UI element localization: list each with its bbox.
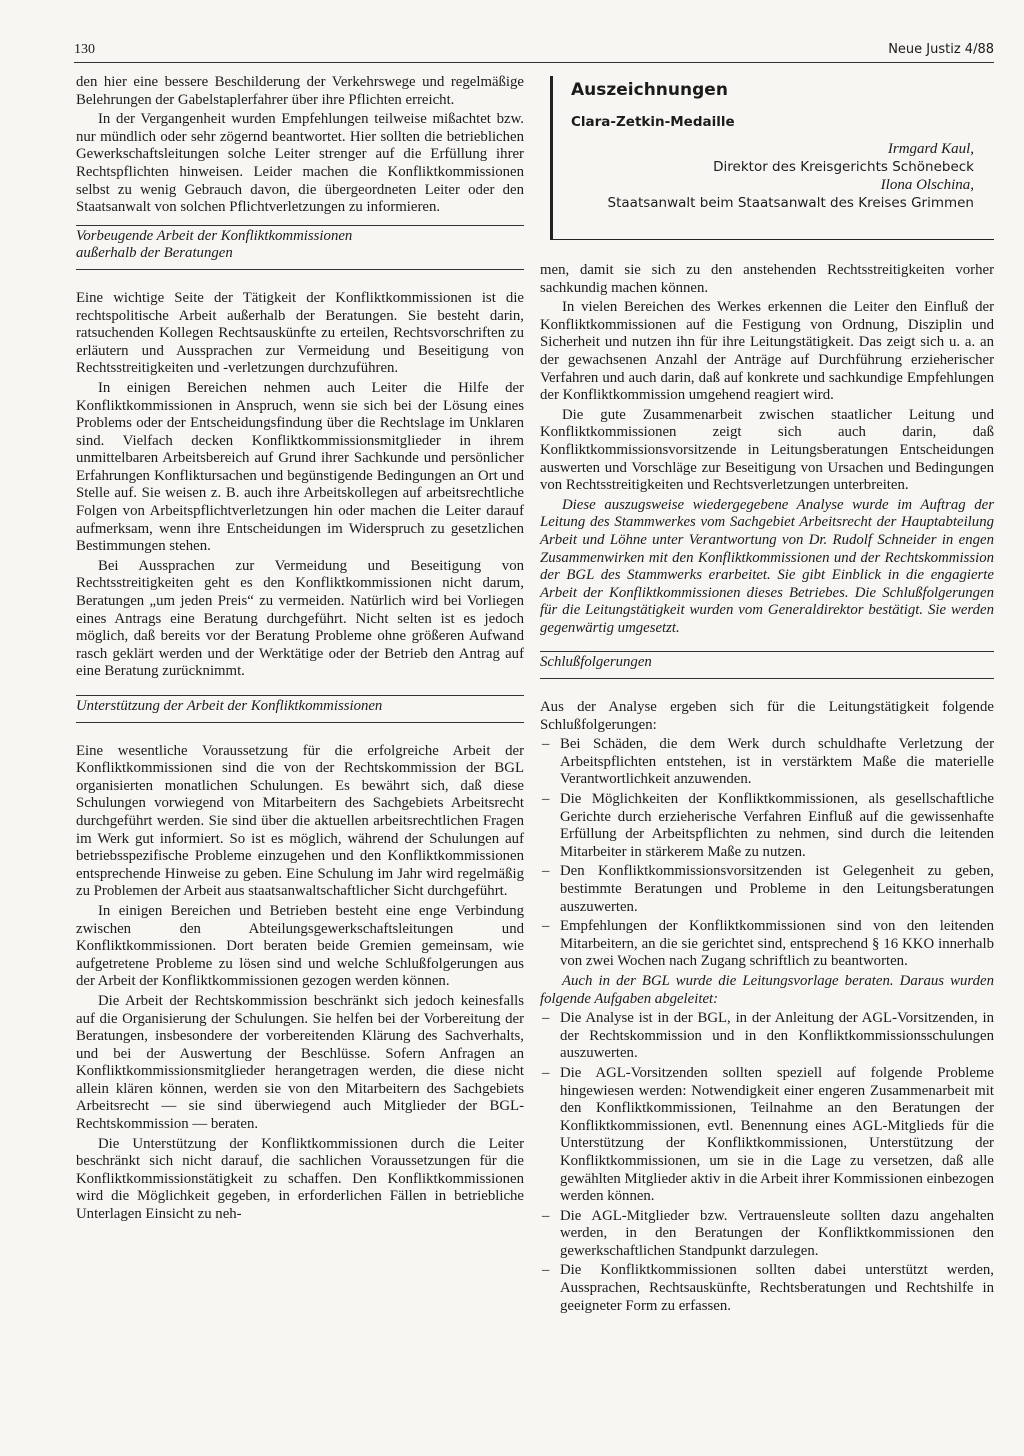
paragraph: In einigen Bereichen und Betrieben besteht eine enge Verbindung zwischen den Abteilungsgewerkschaftsleitungen und Konfliktkommissionen. Dort beraten beide Gremien gemeinsam, wie aufgetretene Probleme zu lösen sind und welche Schlußfolgerungen aus der Arbeit der Konfliktkommissionen gezogen werden können. <box>76 902 524 990</box>
section-heading-line: Vorbeugende Arbeit der Konfliktkommissionen <box>76 227 353 244</box>
person-role: Direktor des Kreisgerichts Schönebeck <box>713 159 974 175</box>
header-rule <box>74 62 994 63</box>
conclusions-list <box>540 736 994 971</box>
paragraph: Eine wichtige Seite der Tätigkeit der Konfliktkommissionen ist die rechtspolitische Arbeit außerhalb der Beratungen. Sie besteht darin, ratsuchenden Kollegen Rechtsauskünfte zu erteilen, Rechtsvorschriften zu erläutern und Aussprachen zur Vermeidung und Beseitigung von Rechtsstreitigkeiten und -verletzungen durchzuführen. <box>76 289 524 377</box>
person-name: Irmgard Kaul, <box>887 141 974 157</box>
right-column <box>540 262 994 1317</box>
journal-issue: Neue Justiz 4/88 <box>888 42 994 57</box>
awards-title: Auszeichnungen <box>571 80 728 100</box>
list-item: – Die AGL-Mitglieder bzw. Vertrauensleute sollten dazu angehalten werden, in den Beratungen der Konfliktkommissionen den gewerkschaftlichen Standpunkt darzulegen. <box>540 1208 994 1261</box>
list-item: – Die Konfliktkommissionen sollten dabei unterstützt werden, Aussprachen, Rechtsauskünfte, Rechtsberatungen und Rechtshilfe in geeigneter Form zu erfassen. <box>540 1262 994 1315</box>
paragraph: Die Arbeit der Rechtskommission beschränkt sich jedoch keinesfalls auf die Organisierung der Schulungen. Sie helfen bei der Vorbereitung der Beratungen, insbesondere der vorbereitenden Klärung des Sachverhalts, und bei der Auswertung der Beschlüsse. Sofern Anfragen an Konfliktkommissionsmitglieder herangetragen werden, die diese nicht allein klären können, werden sie von den Mitarbeitern des Sachgebiets Arbeitsrecht — sie sind überwiegend auch Mitglieder der BGL-Rechtskommission — beraten. <box>76 992 524 1133</box>
list-item: – Bei Schäden, die dem Werk durch schuldhafte Verletzung der Arbeitspflichten entstehen, ist in verstärktem Maße die materielle Verantwortlichkeit anzuwenden. <box>540 736 994 789</box>
paragraph: Aus der Analyse ergeben sich für die Leitungstätigkeit folgende Schlußfolgerungen: <box>540 699 994 733</box>
page-header <box>74 42 994 64</box>
paragraph: den hier eine bessere Beschilderung der Verkehrswege und regelmäßige Belehrungen der Gabelstaplerfahrer über ihre Pflichten erreicht. <box>76 74 524 108</box>
paragraph: In vielen Bereichen des Werkes erkennen die Leiter den Einfluß der Konfliktkommissionen auf die Festigung von Ordnung, Disziplin und Sicherheit und nutzen ihn für ihre Leitungstätigkeit. Das zeigt sich u. a. an der gewachsenen Anzahl der Anträge auf Durchführung erzieherischer Verfahren und auch darin, daß auf konkrete und sachkundige Empfehlungen der Konfliktkommission umgehend reagiert wird. <box>540 299 994 404</box>
paragraph: Die gute Zusammenarbeit zwischen staatlicher Leitung und Konfliktkommissionen zeigt sich auch darin, daß Konfliktkommissionsvorsitzende in Leitungsberatungen Entscheidungen auswerten und Vorschläge zur Beseitigung von Ursachen und Bedingungen von Rechtsstreitigkeiten und Rechtsverletzungen unterbreiten. <box>540 406 994 494</box>
award-person <box>571 140 994 212</box>
list-item: – Die Analyse ist in der BGL, in der Anleitung der AGL-Vorsitzenden, in der Rechtskommission und in den Konfliktkommissionsschulungen auszuwerten. <box>540 1010 994 1063</box>
paragraph: Auch in der BGL wurde die Leitungsvorlage beraten. Daraus wurden folgende Aufgaben abgeleitet: <box>540 972 994 1007</box>
left-column <box>76 74 524 1226</box>
paragraph: In einigen Bereichen nehmen auch Leiter die Hilfe der Konfliktkommissionen in Anspruch, wenn sie sich bei der Lösung eines Problems oder der Entscheidungsfindung über die Rechtslage im Unklaren sind. Vielfach decken Konfliktkommissionsmitglieder in ihrem unmittelbaren Arbeitsbereich auf Grund ihrer Sachkunde und persönlicher Erfahrungen Konfliktursachen und begünstigende Bedingungen an Ort und Stelle auf. Sie weisen z. B. auch ihre Arbeitskollegen auf arbeitsrechtliche Folgen von Arbeitspflichtverletzungen hin oder machen die Leiter darauf aufmerksam, wenn ihre Entscheidungen im Widerspruch zu gesetzlichen Bestimmungen stehen. <box>76 379 524 555</box>
tasks-list <box>540 1010 994 1315</box>
page-number: 130 <box>74 42 95 57</box>
paragraph: Bei Aussprachen zur Vermeidung und Beseitigung von Rechtsstreitigkeiten geht es den Konfliktkommissionen nicht darum, Beratungen „um jeden Preis“ zu vermeiden. Natürlich wird bei Vorliegen eines Antrags eine Beratung durchgeführt. Nicht selten ist es jedoch möglich, daß bereits vor der Beratung Probleme ohne größeren Aufwand rasch geklärt werden und der Werktätige oder der Betrieb den Antrag auf eine Beratung zurücknimmt. <box>76 557 524 680</box>
person-name: Ilona Olschina, <box>880 177 974 193</box>
editorial-note: Diese auszugsweise wiedergegebene Analyse wurde im Auftrag der Leitung des Stammwerkes vom Sachgebiet Arbeitsrecht der Hauptabteilung Arbeit und Löhne unter Verantwortung von Dr. Rudolf Schneider in engen Zusammenwirken mit den Konfliktkommissionen und der Rechtskommission der BGL des Stammwerks erarbeitet. Sie gibt Einblick in die engagierte Arbeit der Konfliktkommissionen dieses Betriebes. Die Schlußfolgerungen für die Leitungstätigkeit wurden vom Generaldirektor bestätigt. Sie werden gegenwärtig umgesetzt. <box>540 496 994 636</box>
paragraph: Die Unterstützung der Konfliktkommissionen durch die Leiter beschränkt sich nicht darauf, die sachlichen Voraussetzungen für die Konfliktkommissionstätigkeit zu schaffen. Den Konfliktkommissionen wird die Möglichkeit gegeben, in erforderlichen Fällen in betriebliche Unterlagen Einsicht zu neh- <box>76 1135 524 1223</box>
section-heading <box>76 225 524 270</box>
list-item: – Die AGL-Vorsitzenden sollten speziell auf folgende Probleme hingewiesen werden: Notwendigkeit einer engeren Zusammenarbeit mit den Konfliktkommissionen, Teilnahme an den Beratungen der Konfliktkommissionen, evtl. Benennung eines AGL-Mitglieds für die Unterstützung der Konfliktkommissionen, Unterstützung der Konfliktkommissionen, um sie in die Lage zu versetzen, daß alle gewählten Mitglieder aktiv in die Arbeit ihrer Kommissionen einbezogen werden können. <box>540 1065 994 1206</box>
person-role: Staatsanwalt beim Staatsanwalt des Kreises Grimmen <box>607 195 974 211</box>
section-heading-line: außerhalb der Beratungen <box>76 245 233 262</box>
list-item: – Die Möglichkeiten der Konfliktkommissionen, als gesellschaftliche Gerichte durch erzieherische Verfahren Einfluß auf die gewissenhafte Erfüllung der Arbeitspflichten zu nehmen, sind durch die leitenden Mitarbeiter in stärkerem Maße zu nutzen. <box>540 791 994 861</box>
section-heading: Schlußfolgerungen <box>540 651 994 679</box>
list-item: – Empfehlungen der Konfliktkommissionen sind von den leitenden Mitarbeitern, an die sie gerichtet sind, entsprechend § 16 KKO innerhalb von zwei Wochen nach Zugang schriftlich zu beantworten. <box>540 918 994 971</box>
medal-name: Clara-Zetkin-Medaille <box>571 114 735 130</box>
paragraph: Eine wesentliche Voraussetzung für die erfolgreiche Arbeit der Konfliktkommissionen sind die von der Rechtskommission der BGL organisierten monatlichen Schulungen. Es bewährt sich, daß diese Schulungen vorwiegend von Mitarbeitern des Sachgebiets Arbeitsrecht durchgeführt werden. Sie sind über die aktuellen arbeitsrechtlichen Fragen im Werk gut informiert. So ist es möglich, während der Schulungen auf betriebsspezifische Probleme einzugehen und den Konfliktkommissionen entsprechende Hinweise zu geben. Eine Schulung im Jahr wird regelmäßig zu Problemen der Arbeit aus staatsanwaltschaftlicher Sicht durchgeführt. <box>76 742 524 900</box>
section-heading: Unterstützung der Arbeit der Konfliktkommissionen <box>76 695 524 723</box>
paragraph: men, damit sie sich zu den anstehenden Rechtsstreitigkeiten vorher sachkundig machen können. <box>540 262 994 296</box>
list-item: – Den Konfliktkommissionsvorsitzenden ist Gelegenheit zu geben, bestimmte Beratungen und Probleme in den Leitungsberatungen auszuwerten. <box>540 863 994 916</box>
paragraph: In der Vergangenheit wurden Empfehlungen teilweise mißachtet bzw. nur mündlich oder sehr zögernd beantwortet. Hier sollten die betrieblichen Gewerkschaftsleitungen solche Leiter strenger auf die Erfüllung ihrer Rechtspflichten hinweisen. Leider machen die Konfliktkommissionen selbst zu wenig Gebrauch davon, die übergeordneten Leiter oder den Staatsanwalt von solchen Pflichtverletzungen zu informieren. <box>76 111 524 216</box>
awards-box <box>550 76 994 240</box>
